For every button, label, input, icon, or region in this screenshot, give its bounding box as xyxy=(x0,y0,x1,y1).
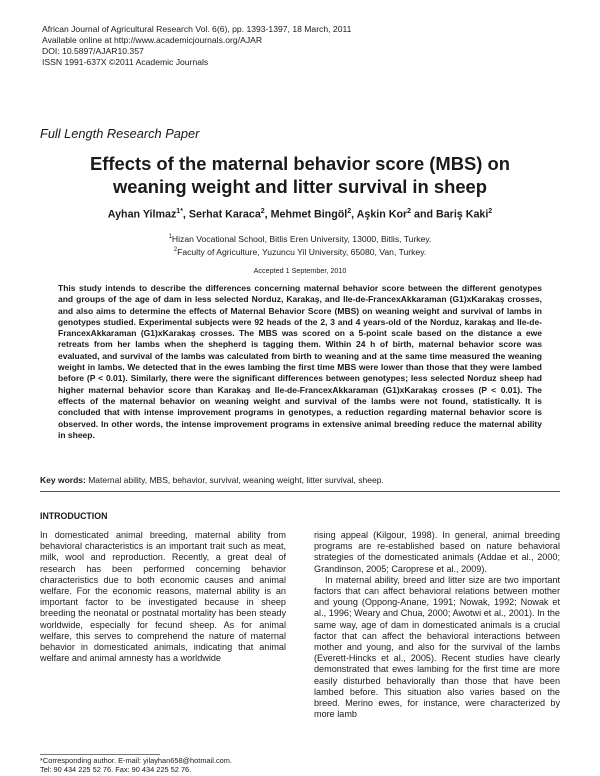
intro-column-left xyxy=(40,530,286,664)
affiliation-mark: 1 xyxy=(168,234,172,240)
affiliation-mark: 2 xyxy=(173,246,178,253)
keywords xyxy=(40,475,560,485)
title-line-1: Effects of the maternal behavior score (MBS) on xyxy=(89,153,510,174)
intro-column-right xyxy=(314,530,560,720)
affiliation-1 xyxy=(40,232,560,245)
author-affil-mark: 1* xyxy=(176,208,183,215)
affiliation-text: Hizan Vocational School, Bitlis Eren University, 13000, Bitlis, Turkey. xyxy=(171,233,432,244)
title-line-2: weaning weight and litter survival in sheep xyxy=(112,176,488,197)
journal-online: Available online at http://www.academicjournals.org/AJAR xyxy=(42,35,263,45)
author-separator: , xyxy=(182,208,189,221)
author-name: Bariş Kaki xyxy=(436,208,489,221)
author-separator: and xyxy=(411,208,437,221)
intro-paragraph: rising appeal (Kilgour, 1998). In general, animal breeding programs are re-established based on nature behavioral strategies of the domesticated animals (Addae et al., 2000; Grandinson, 2005; Caroprese et al., 2009). xyxy=(314,530,560,574)
author-affil-mark: 2 xyxy=(407,208,412,215)
author-name: Aşkin Kor xyxy=(356,208,408,221)
section-heading-introduction: INTRODUCTION xyxy=(40,511,108,521)
intro-paragraph: In maternal ability, breed and litter size are two important factors that can affect behavioral relations between mother and young (Oppong-Anane, 1991; Nowak, 1992; Nowak et al., 1996; Weary and Chua, 2000; Awotwi et al., 2001). In the same way, age of dam in domesticated animals is a crucial factor that can affect the behavioral interactions between mother and young, and also for the survival of the lambs (Everett-Hincks et al., 2005). Recent studies have clearly demonstrated that ewes lambing for the first time are more easily disturbed behaviorally than those that have been lambed before. This situation also varies based on the breed. Merino ewes, for instance, were characterized by more lamb xyxy=(314,574,560,720)
keywords-text: Maternal ability, MBS, behavior, survival, weaning weight, litter survival, sheep. xyxy=(88,475,384,485)
keywords-label: Key words: xyxy=(40,475,86,485)
footnote-rule xyxy=(40,754,160,755)
author-name: Serhat Karaca xyxy=(188,208,261,221)
journal-citation: African Journal of Agricultural Research Vol. 6(6), pp. 1393-1397, 18 March, 2011 xyxy=(42,24,352,34)
corresponding-footnote xyxy=(40,756,232,775)
author-separator: , xyxy=(264,208,271,221)
affiliation-text: Faculty of Agriculture, Yuzuncu Yil University, 65080, Van, Turkey. xyxy=(177,246,427,257)
author-affil-mark: 2 xyxy=(260,208,265,215)
section-divider xyxy=(40,491,560,492)
author-affil-mark: 2 xyxy=(488,208,493,215)
footnote-email: *Corresponding author. E-mail: yilayhan658@hotmail.com. xyxy=(40,756,232,765)
author-affil-mark: 2 xyxy=(347,208,352,215)
paper-type: Full Length Research Paper xyxy=(40,126,200,141)
author-name: Ayhan Yilmaz xyxy=(107,208,177,221)
abstract: This study intends to describe the differences concerning maternal behavior score between the different genotypes and groups of the age of dam in less selected Norduz, Karakaş, and Ile-de-FrancexAkkaraman (G1)xKarakaş crosses, and also aims to determine the effects of Maternal Behavior Score (MBS) on weaning weight and survival of lambs in genotypes studied. Experimental subjects were 92 heads of the 2, 3 and 4 years-old of the Norduz, karakaş and Ile-de-FrancexAkkaraman (G1)xKarakaş crosses. The MBS was scored on a 5-point scale based on the distance a ewe retreats from her lambs when the shepherd is tagging them. Within 24 h of birth, maternal behavior score was evaluated, and survival of the lambs was calculated from birth to weaning and at the same time measured the weaning weight in lambs. We detected that in the ewes lambing the first time MBS were lower than those that they were lambed before (P < 0.01). Similarly, there were the significant differences between genotypes; less selected Norduz sheep had higher maternal behavior score than Karakaş and Ile-de-FrancexAkkaraman (G1)xKarakaş crosses (P < 0.01). The effects of the maternal behavior on weaning weight and survival of the lambs were not found, statistically. It is concluded that with intense improvement programs in genotypes, a reduction regarding maternal behavior score is observed. In other words, the intense improvement programs in extensive animal breeding reduce the maternal ability in sheep. xyxy=(58,283,542,440)
journal-issn: ISSN 1991-637X ©2011 Academic Journals xyxy=(42,57,209,67)
author-list xyxy=(40,208,560,221)
journal-doi: DOI: 10.5897/AJAR10.357 xyxy=(42,46,144,56)
author-name: Mehmet Bingöl xyxy=(270,208,348,221)
journal-header xyxy=(42,24,351,68)
paper-title xyxy=(40,152,560,198)
intro-paragraph: In domesticated animal breeding, maternal ability from behavioral characteristics is an important trait such as meat, milk, wool and reproduction. Recently, a great deal of research has been performed concerning behavior characteristics due to both economic causes and animal welfare. For the economic reasons, maternal ability is an important factor to be investigated because in sheep breeding the neonatal or postnatal mortality has been steady worldwide, especially for fecund sheep. As for animal welfare, this serves to comprehend the nature of maternal behavior in domesticated animals, indicating that animal welfare and animal amnesty has a worldwide xyxy=(40,530,286,664)
accepted-date: Accepted 1 September, 2010 xyxy=(253,266,347,275)
author-separator: , xyxy=(351,208,357,221)
footnote-phone: Tel: 90 434 225 52 76. Fax: 90 434 225 52 76. xyxy=(40,765,192,775)
affiliations xyxy=(40,232,560,258)
affiliation-2 xyxy=(40,245,560,258)
